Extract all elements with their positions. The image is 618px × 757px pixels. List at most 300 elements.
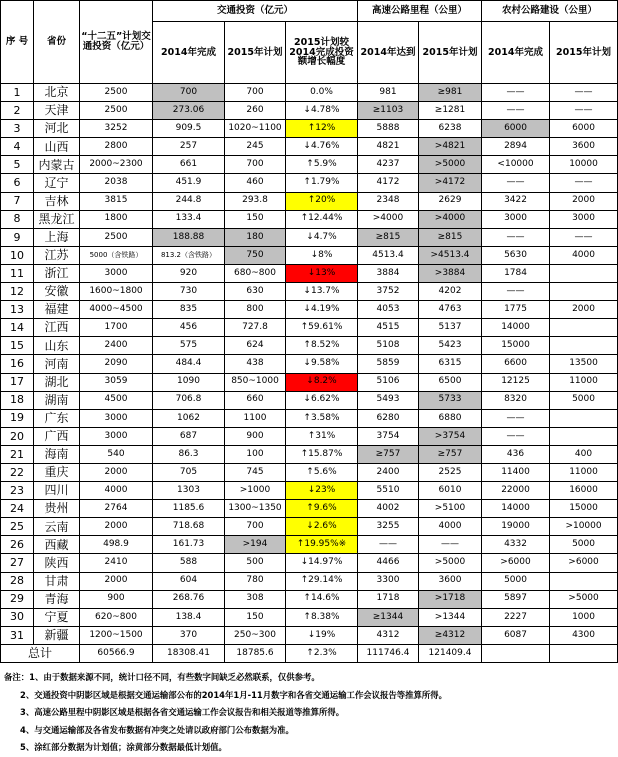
province-cell: 江西 [34,319,80,337]
highway-2014-cell: 2400 [358,463,419,481]
invest-2015-cell: 745 [225,463,286,481]
table-row [1,391,618,409]
row-index: 1 [1,84,34,102]
invest-2015-cell: 245 [225,138,286,156]
row-index: 12 [1,283,34,301]
growth-cell: ↑1.79% [286,174,358,192]
highway-2015-cell: >4172 [419,174,482,192]
invest-2014-cell: 920 [153,264,225,282]
table-row [1,120,618,138]
invest-2014-cell: 705 [153,463,225,481]
row-index: 16 [1,355,34,373]
rural-2014-cell: 5000 [482,572,550,590]
row-index: 21 [1,445,34,463]
header-seq: 序 号 [1,1,34,84]
province-cell: 新疆 [34,626,80,644]
table-row [1,427,618,445]
rural-2015-cell: 6000 [550,120,618,138]
total-growth: ↑2.3% [286,644,358,662]
rural-2015-cell [550,319,618,337]
highway-2014-cell: 4053 [358,301,419,319]
rural-2014-cell: 1784 [482,264,550,282]
growth-cell: ↑12.44% [286,210,358,228]
province-cell: 青海 [34,590,80,608]
plan-invest-cell: 2038 [80,174,153,192]
header-invest-2014: 2014年完成 [153,22,225,84]
highway-2015-cell: ≥981 [419,84,482,102]
growth-cell: ↓4.78% [286,102,358,120]
highway-2015-cell: ≥815 [419,228,482,246]
note-2: 2、交通投资中阴影区域是根据交通运输部公布的2014年1月-11月数字和各省交通运输工作会议报告等推算所得。 [20,689,447,700]
total-invest-2015: 18785.6 [225,644,286,662]
highway-2014-cell: 4312 [358,626,419,644]
invest-2015-cell: 780 [225,572,286,590]
highway-2014-cell: 4172 [358,174,419,192]
table-row [1,355,618,373]
row-index: 24 [1,500,34,518]
row-index: 25 [1,518,34,536]
header-rural: 农村公路建设（公里） [482,1,618,22]
rural-2015-cell: 4000 [550,246,618,264]
highway-2015-cell: 6238 [419,120,482,138]
province-cell: 江苏 [34,246,80,264]
row-index: 23 [1,482,34,500]
highway-2014-cell: 4002 [358,500,419,518]
invest-2015-cell: 260 [225,102,286,120]
table-row [1,174,618,192]
table-row [1,264,618,282]
highway-2014-cell: 2348 [358,192,419,210]
invest-2015-cell: 1100 [225,409,286,427]
invest-2014-cell: 456 [153,319,225,337]
highway-2014-cell: >4000 [358,210,419,228]
growth-cell: ↑19.95%※ [286,536,358,554]
total-rural-2014 [482,644,550,662]
growth-cell: ↑15.87% [286,445,358,463]
province-cell: 海南 [34,445,80,463]
plan-invest-cell: 3059 [80,373,153,391]
table-row [1,319,618,337]
plan-invest-cell: 2000 [80,463,153,481]
invest-2015-cell: 750 [225,246,286,264]
invest-2015-cell: 700 [225,84,286,102]
highway-2015-cell: >4000 [419,210,482,228]
highway-2015-cell: >1718 [419,590,482,608]
table-row [1,138,618,156]
plan-invest-cell: 3000 [80,427,153,445]
row-index: 13 [1,301,34,319]
plan-invest-cell: 2410 [80,554,153,572]
rural-2015-cell: >6000 [550,554,618,572]
rural-2015-cell: 13500 [550,355,618,373]
rural-2015-cell: 16000 [550,482,618,500]
growth-cell: ↑20% [286,192,358,210]
province-cell: 吉林 [34,192,80,210]
total-label: 总计 [1,644,80,662]
province-cell: 云南 [34,518,80,536]
growth-cell: ↓23% [286,482,358,500]
row-index: 8 [1,210,34,228]
growth-cell: ↑9.6% [286,500,358,518]
highway-2014-cell: 3300 [358,572,419,590]
rural-2015-cell: —— [550,228,618,246]
invest-2014-cell: 575 [153,337,225,355]
rural-2014-cell: —— [482,283,550,301]
rural-2014-cell: <10000 [482,156,550,174]
highway-2014-cell: 5108 [358,337,419,355]
row-index: 9 [1,228,34,246]
table-row [1,156,618,174]
invest-2015-cell: 438 [225,355,286,373]
growth-cell: ↑5.6% [286,463,358,481]
province-cell: 重庆 [34,463,80,481]
highway-2015-cell: >5100 [419,500,482,518]
invest-2014-cell: 257 [153,138,225,156]
rural-2014-cell: 11400 [482,463,550,481]
rural-2015-cell: >10000 [550,518,618,536]
invest-2015-cell: 680~800 [225,264,286,282]
table-row [1,554,618,572]
rural-2014-cell: 6600 [482,355,550,373]
growth-cell: ↓4.7% [286,228,358,246]
plan-invest-cell: 2400 [80,337,153,355]
highway-2014-cell: 3884 [358,264,419,282]
province-cell: 甘肃 [34,572,80,590]
highway-2014-cell: ≥1103 [358,102,419,120]
plan-invest-cell: 3000 [80,409,153,427]
highway-2014-cell: 3752 [358,283,419,301]
rural-2014-cell: 2894 [482,138,550,156]
plan-invest-cell: 2500 [80,102,153,120]
highway-2015-cell: 2525 [419,463,482,481]
rural-2015-cell: 400 [550,445,618,463]
province-cell: 北京 [34,84,80,102]
highway-2014-cell: 4821 [358,138,419,156]
rural-2015-cell: 3000 [550,210,618,228]
rural-2014-cell: 5630 [482,246,550,264]
province-cell: 河南 [34,355,80,373]
plan-invest-cell: 2800 [80,138,153,156]
rural-2014-cell: 6000 [482,120,550,138]
rural-2015-cell: 1000 [550,608,618,626]
invest-2015-cell: 308 [225,590,286,608]
rural-2015-cell [550,264,618,282]
table-row [1,337,618,355]
header-highway-2014: 2014年达到 [358,22,419,84]
growth-cell: ↓9.58% [286,355,358,373]
rural-2015-cell: 10000 [550,156,618,174]
highway-2014-cell: 6280 [358,409,419,427]
invest-2015-cell: 900 [225,427,286,445]
province-cell: 浙江 [34,264,80,282]
highway-2014-cell: 5859 [358,355,419,373]
plan-invest-cell: 1800 [80,210,153,228]
row-index: 7 [1,192,34,210]
rural-2014-cell: —— [482,409,550,427]
rural-2015-cell [550,427,618,445]
highway-2015-cell: >3754 [419,427,482,445]
invest-2014-cell: 909.5 [153,120,225,138]
plan-invest-cell: 4000~4500 [80,301,153,319]
invest-2014-cell: 718.68 [153,518,225,536]
highway-2015-cell: 6010 [419,482,482,500]
growth-cell: ↑12% [286,120,358,138]
invest-2014-cell: 86.3 [153,445,225,463]
plan-invest-cell: 3000 [80,264,153,282]
invest-2014-cell: 1090 [153,373,225,391]
rural-2014-cell: 6087 [482,626,550,644]
rural-2014-cell: 8320 [482,391,550,409]
invest-2014-cell: 268.76 [153,590,225,608]
row-index: 18 [1,391,34,409]
table-row [1,445,618,463]
row-index: 4 [1,138,34,156]
rural-2014-cell: 14000 [482,319,550,337]
row-index: 10 [1,246,34,264]
rural-2015-cell: 3600 [550,138,618,156]
invest-2015-cell: 660 [225,391,286,409]
table-row [1,536,618,554]
note-5: 5、涂红部分数据为计划值；涂黄部分数据最低计划值。 [20,742,227,753]
highway-2015-cell: 4000 [419,518,482,536]
header-rural-2015: 2015年计划 [550,22,618,84]
invest-2014-cell: 835 [153,301,225,319]
highway-2014-cell: 4513.4 [358,246,419,264]
plan-invest-cell: 2500 [80,228,153,246]
rural-2015-cell: —— [550,102,618,120]
plan-invest-cell: 2000~2300 [80,156,153,174]
province-cell: 贵州 [34,500,80,518]
rural-2015-cell [550,572,618,590]
rural-2015-cell: 2000 [550,192,618,210]
highway-2015-cell: >5000 [419,554,482,572]
row-index: 29 [1,590,34,608]
growth-cell: ↓13% [286,264,358,282]
table-row [1,210,618,228]
highway-2014-cell: ≥815 [358,228,419,246]
highway-2014-cell: ≥757 [358,445,419,463]
row-index: 14 [1,319,34,337]
province-cell: 天津 [34,102,80,120]
invest-2014-cell: 706.8 [153,391,225,409]
rural-2014-cell: —— [482,84,550,102]
growth-cell: ↓13.7% [286,283,358,301]
rural-2015-cell: 11000 [550,373,618,391]
row-index: 27 [1,554,34,572]
rural-2015-cell: 4300 [550,626,618,644]
plan-invest-cell: 620~800 [80,608,153,626]
highway-2014-cell: 4237 [358,156,419,174]
invest-2014-cell: 1303 [153,482,225,500]
table-row [1,409,618,427]
invest-2015-cell: 460 [225,174,286,192]
row-index: 26 [1,536,34,554]
row-index: 28 [1,572,34,590]
invest-2014-cell: 700 [153,84,225,102]
highway-2014-cell: 5510 [358,482,419,500]
header-province: 省份 [34,1,80,84]
invest-2015-cell: 100 [225,445,286,463]
highway-2015-cell: —— [419,536,482,554]
row-index: 19 [1,409,34,427]
rural-2014-cell: —— [482,228,550,246]
rural-2014-cell: 3422 [482,192,550,210]
row-index: 20 [1,427,34,445]
rural-2015-cell [550,409,618,427]
rural-2015-cell [550,337,618,355]
growth-cell: ↑8.52% [286,337,358,355]
province-cell: 河北 [34,120,80,138]
growth-cell: ↑8.38% [286,608,358,626]
rural-2014-cell: 436 [482,445,550,463]
growth-cell: ↓4.19% [286,301,358,319]
plan-invest-cell: 1200~1500 [80,626,153,644]
rural-2014-cell: 5897 [482,590,550,608]
highway-2014-cell: 981 [358,84,419,102]
table-row [1,228,618,246]
invest-2015-cell: 1300~1350 [225,500,286,518]
invest-2014-cell: 273.06 [153,102,225,120]
highway-2015-cell: 3600 [419,572,482,590]
rural-2014-cell: 4332 [482,536,550,554]
highway-2015-cell: 6880 [419,409,482,427]
highway-2014-cell: 1718 [358,590,419,608]
invest-2014-cell: 484.4 [153,355,225,373]
invest-2014-cell: 813.2（含铁路） [153,246,225,264]
highway-2015-cell: >4513.4 [419,246,482,264]
table-row [1,301,618,319]
plan-invest-cell: 540 [80,445,153,463]
highway-2015-cell: 2629 [419,192,482,210]
rural-2014-cell: —— [482,102,550,120]
invest-2015-cell: 293.8 [225,192,286,210]
province-cell: 广西 [34,427,80,445]
table-row [1,572,618,590]
plan-invest-cell: 5000（含铁路） [80,246,153,264]
province-cell: 山东 [34,337,80,355]
rural-2014-cell: 2227 [482,608,550,626]
highway-2015-cell: 4763 [419,301,482,319]
growth-cell: ↑5.9% [286,156,358,174]
province-cell: 山西 [34,138,80,156]
province-cell: 湖北 [34,373,80,391]
growth-cell: ↓8.2% [286,373,358,391]
growth-cell: ↑59.61% [286,319,358,337]
rural-2015-cell [550,283,618,301]
rural-2014-cell: 19000 [482,518,550,536]
rural-2015-cell: —— [550,174,618,192]
highway-2014-cell: 4466 [358,554,419,572]
table-row [1,246,618,264]
invest-2014-cell: 370 [153,626,225,644]
invest-2015-cell: 700 [225,518,286,536]
header-invest-2015: 2015年计划 [225,22,286,84]
rural-2015-cell: 5000 [550,391,618,409]
growth-cell: ↑31% [286,427,358,445]
table-row [1,608,618,626]
table-row [1,102,618,120]
table-row [1,590,618,608]
invest-2015-cell: 727.8 [225,319,286,337]
invest-2014-cell: 687 [153,427,225,445]
total-rural-2015 [550,644,618,662]
growth-cell: 0.0% [286,84,358,102]
rural-2015-cell: 15000 [550,500,618,518]
rural-2014-cell: 12125 [482,373,550,391]
row-index: 2 [1,102,34,120]
table-row [1,500,618,518]
rural-2015-cell: >5000 [550,590,618,608]
province-cell: 福建 [34,301,80,319]
growth-cell: ↑29.14% [286,572,358,590]
invest-2015-cell: >1000 [225,482,286,500]
table-row [1,84,618,102]
header-plan-invest: “十二五”计划交通投资（亿元） [80,1,153,84]
invest-2014-cell: 138.4 [153,608,225,626]
header-traffic-invest: 交通投资（亿元） [153,1,358,22]
row-index: 22 [1,463,34,481]
plan-invest-cell: 2000 [80,518,153,536]
table-row [1,373,618,391]
total-highway-2014: 111746.4 [358,644,419,662]
header-highway: 高速公路里程（公里） [358,1,482,22]
highway-2014-cell: 3255 [358,518,419,536]
plan-invest-cell: 1600~1800 [80,283,153,301]
row-index: 11 [1,264,34,282]
invest-2015-cell: 1020~1100 [225,120,286,138]
table-row [1,518,618,536]
invest-2014-cell: 730 [153,283,225,301]
highway-2015-cell: ≥757 [419,445,482,463]
invest-2014-cell: 161.73 [153,536,225,554]
row-index: 5 [1,156,34,174]
province-cell: 黑龙江 [34,210,80,228]
invest-2015-cell: 624 [225,337,286,355]
rural-2015-cell: —— [550,84,618,102]
province-cell: 宁夏 [34,608,80,626]
rural-2014-cell: >6000 [482,554,550,572]
growth-cell: ↓19% [286,626,358,644]
invest-2015-cell: 700 [225,156,286,174]
row-index: 31 [1,626,34,644]
invest-2015-cell: 150 [225,608,286,626]
rural-2014-cell: 3000 [482,210,550,228]
note-4: 4、与交通运输部及各省发布数据有冲突之处请以政府部门公布数据为准。 [20,724,294,735]
highway-2015-cell: 6315 [419,355,482,373]
invest-2015-cell: 800 [225,301,286,319]
invest-2014-cell: 661 [153,156,225,174]
highway-2015-cell: >1344 [419,608,482,626]
rural-2014-cell: —— [482,427,550,445]
invest-2014-cell: 451.9 [153,174,225,192]
province-cell: 湖南 [34,391,80,409]
rural-2014-cell: 22000 [482,482,550,500]
invest-2014-cell: 133.4 [153,210,225,228]
growth-cell: ↓8% [286,246,358,264]
invest-2015-cell: 630 [225,283,286,301]
highway-2015-cell: 5423 [419,337,482,355]
invest-2014-cell: 244.8 [153,192,225,210]
plan-invest-cell: 2000 [80,572,153,590]
rural-2015-cell: 2000 [550,301,618,319]
row-index: 15 [1,337,34,355]
plan-invest-cell: 4000 [80,482,153,500]
highway-2015-cell: 4202 [419,283,482,301]
note-3: 3、高速公路里程中阴影区域是根据各省交通运输工作会议报告和相关报道等推算所得。 [20,707,345,718]
total-plan: 60566.9 [80,644,153,662]
table-body [1,84,618,645]
highway-2014-cell: 3754 [358,427,419,445]
